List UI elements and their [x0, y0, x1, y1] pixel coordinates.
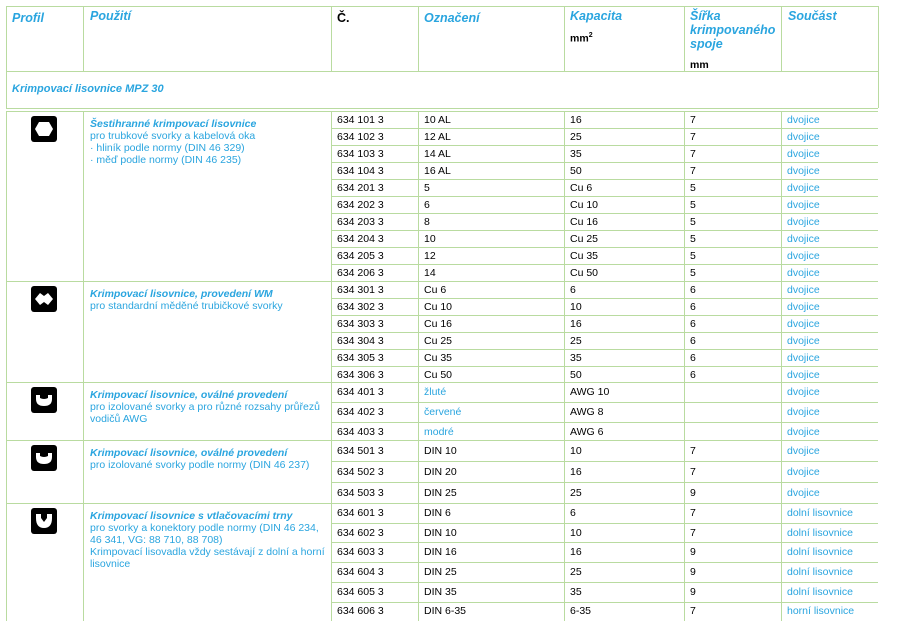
grid-line: [564, 382, 565, 440]
grid-line: [83, 382, 84, 440]
table-cell-oznaceni: 14: [424, 266, 436, 279]
table-cell-kapacita: 35: [570, 585, 582, 598]
section-title: Krimpovací lisovnice MPZ 30: [12, 83, 164, 95]
grid-line: [83, 281, 84, 382]
table-cell-soucast: dvojice: [787, 486, 820, 499]
grid-line: [684, 6, 685, 71]
table-cell-kapacita: 25: [570, 486, 582, 499]
table-cell-oznaceni: DIN 25: [424, 486, 457, 499]
table-cell-sirka: 9: [690, 546, 696, 559]
table-cell-sirka: 5: [690, 249, 696, 262]
table-cell-cislo: 634 202 3: [337, 198, 384, 211]
table-cell-cislo: 634 306 3: [337, 368, 384, 381]
group-title: Krimpovací lisovnice, oválné provedení: [90, 389, 288, 401]
table-cell-sirka: 6: [690, 283, 696, 296]
table-cell-oznaceni: žluté: [424, 386, 447, 398]
grid-line: [6, 382, 331, 383]
table-cell-cislo: 634 303 3: [337, 317, 384, 330]
table-cell-soucast: dvojice: [787, 426, 820, 438]
table-cell-soucast: dvojice: [787, 300, 820, 313]
table-cell-sirka: 9: [690, 486, 696, 499]
grid-line: [331, 523, 878, 524]
grid-line: [878, 71, 879, 108]
table-cell-oznaceni: DIN 20: [424, 465, 457, 478]
grid-line: [6, 71, 7, 108]
table-cell-kapacita: 6-35: [570, 605, 592, 618]
table-cell-cislo: 634 103 3: [337, 147, 384, 160]
table-cell-kapacita: 16: [570, 317, 582, 330]
group-description: pro svorky a konektory podle normy (DIN 46 234, 46 341, VG: 88 710, 88 708): [90, 522, 319, 546]
grid-line: [6, 111, 7, 281]
table-cell-cislo: 634 205 3: [337, 249, 384, 262]
grid-line: [331, 503, 878, 504]
table-cell-oznaceni: 6: [424, 198, 430, 211]
grid-line: [331, 349, 878, 350]
table-cell-oznaceni: červené: [424, 406, 462, 418]
table-cell-cislo: 634 603 3: [337, 546, 384, 559]
table-cell-kapacita: 10: [570, 300, 582, 313]
table-cell-soucast: dvojice: [787, 130, 820, 143]
grid-line: [6, 503, 7, 621]
table-cell-kapacita: 16: [570, 113, 582, 126]
table-cell-oznaceni: Cu 16: [424, 317, 453, 330]
table-cell-soucast: dvojice: [787, 147, 820, 160]
table-cell-kapacita: 10: [570, 444, 582, 457]
table-cell-cislo: 634 305 3: [337, 351, 384, 364]
table-cell-kapacita: 50: [570, 368, 582, 381]
table-cell-soucast: dvojice: [787, 113, 820, 126]
grid-line: [331, 145, 878, 146]
table-cell-soucast: dvojice: [787, 232, 820, 245]
table-cell-cislo: 634 602 3: [337, 526, 384, 539]
table-cell-sirka: 9: [690, 565, 696, 578]
table-cell-soucast: dolní lisovnice: [787, 526, 853, 539]
table-cell-oznaceni: 16 AL: [424, 164, 451, 177]
grid-line: [6, 382, 7, 440]
table-cell-cislo: 634 601 3: [337, 506, 384, 519]
grid-line: [418, 440, 419, 503]
table-cell-soucast: dvojice: [787, 351, 820, 364]
table-cell-oznaceni: 10 AL: [424, 113, 451, 126]
table-cell-sirka: 6: [690, 300, 696, 313]
table-cell-cislo: 634 102 3: [337, 130, 384, 143]
header-kapacita: Kapacita: [570, 9, 623, 23]
grid-line: [331, 542, 878, 543]
grid-line: [331, 315, 878, 316]
table-cell-soucast: horní lisovnice: [787, 605, 855, 618]
table-cell-kapacita: AWG 6: [570, 426, 604, 438]
grid-line: [331, 461, 878, 462]
grid-line: [83, 111, 84, 281]
table-cell-oznaceni: DIN 35: [424, 585, 457, 598]
group-description: Krimpovací lisovadla vždy sestávají z dolní a horní lisovnice: [90, 546, 325, 570]
grid-line: [331, 582, 878, 583]
grid-line: [418, 6, 419, 71]
table-cell-oznaceni: 5: [424, 181, 430, 194]
grid-line: [564, 440, 565, 503]
group-description: pro trubkové svorky a kabelová oka: [90, 130, 256, 142]
group-description: · měď podle normy (DIN 46 235): [90, 154, 242, 166]
grid-line: [781, 382, 782, 440]
table-cell-cislo: 634 502 3: [337, 465, 384, 478]
table-cell-soucast: dvojice: [787, 198, 820, 211]
table-cell-soucast: dvojice: [787, 317, 820, 330]
table-cell-kapacita: 50: [570, 164, 582, 177]
table-cell-soucast: dvojice: [787, 406, 820, 418]
table-cell-kapacita: Cu 6: [570, 181, 593, 194]
table-cell-soucast: dolní lisovnice: [787, 565, 853, 578]
grid-line: [83, 503, 84, 621]
table-cell-oznaceni: DIN 10: [424, 526, 457, 539]
table-cell-oznaceni: 14 AL: [424, 147, 451, 160]
grid-line: [684, 440, 685, 503]
table-cell-sirka: 5: [690, 215, 696, 228]
table-cell-sirka: 7: [690, 465, 696, 478]
table-cell-oznaceni: DIN 10: [424, 444, 457, 457]
table-cell-sirka: 9: [690, 585, 696, 598]
table-cell-cislo: 634 503 3: [337, 486, 384, 499]
grid-line: [781, 6, 782, 71]
group-description: pro izolované svorky a pro různé rozsahy průřezů vodičů AWG: [90, 401, 320, 425]
grid-line: [6, 71, 878, 72]
table-cell-cislo: 634 604 3: [337, 565, 384, 578]
group-description: pro standardní měděné trubičkové svorky: [90, 300, 283, 312]
grid-line: [6, 6, 7, 71]
grid-line: [331, 402, 878, 403]
grid-line: [331, 213, 878, 214]
table-cell-oznaceni: 12: [424, 249, 436, 262]
grid-line: [331, 281, 878, 282]
mandrel-profile-icon: [31, 508, 57, 534]
grid-line: [331, 162, 878, 163]
table-cell-sirka: 7: [690, 526, 696, 539]
header-sirka-unit: mm: [690, 59, 709, 71]
grid-line: [6, 281, 331, 282]
table-cell-sirka: 5: [690, 266, 696, 279]
table-cell-cislo: 634 104 3: [337, 164, 384, 177]
header-oznaceni: Označení: [424, 11, 480, 25]
table-cell-oznaceni: 10: [424, 232, 436, 245]
table-cell-kapacita: AWG 10: [570, 386, 610, 398]
table-cell-oznaceni: DIN 6-35: [424, 605, 467, 618]
grid-line: [331, 440, 878, 441]
grid-line: [878, 6, 879, 71]
grid-line: [6, 503, 331, 504]
group-title: Šestihranné krimpovací lisovnice: [90, 118, 257, 130]
grid-line: [331, 422, 878, 423]
table-cell-oznaceni: modré: [424, 426, 454, 438]
table-cell-oznaceni: DIN 16: [424, 546, 457, 559]
table-cell-soucast: dvojice: [787, 266, 820, 279]
table-cell-oznaceni: 8: [424, 215, 430, 228]
table-cell-cislo: 634 201 3: [337, 181, 384, 194]
table-cell-cislo: 634 605 3: [337, 585, 384, 598]
grid-line: [781, 440, 782, 503]
hexagon-profile-icon: [31, 116, 57, 142]
table-cell-kapacita: 16: [570, 546, 582, 559]
table-cell-sirka: 5: [690, 198, 696, 211]
grid-line: [331, 247, 878, 248]
grid-line: [83, 440, 84, 503]
table-cell-soucast: dvojice: [787, 465, 820, 478]
table-cell-sirka: 6: [690, 351, 696, 364]
group-title: Krimpovací lisovnice s vtlačovacími trny: [90, 510, 293, 522]
table-cell-cislo: 634 304 3: [337, 334, 384, 347]
table-cell-oznaceni: Cu 10: [424, 300, 453, 313]
table-cell-cislo: 634 302 3: [337, 300, 384, 313]
grid-line: [331, 482, 878, 483]
table-cell-soucast: dvojice: [787, 249, 820, 262]
table-cell-soucast: dvojice: [787, 181, 820, 194]
table-cell-oznaceni: Cu 25: [424, 334, 453, 347]
table-cell-kapacita: AWG 8: [570, 406, 604, 418]
grid-line: [331, 332, 878, 333]
table-cell-kapacita: 35: [570, 351, 582, 364]
table-cell-cislo: 634 204 3: [337, 232, 384, 245]
header-profil: Profil: [12, 11, 44, 25]
oval-profile-icon: [31, 445, 57, 471]
table-cell-oznaceni: 12 AL: [424, 130, 451, 143]
grid-line: [331, 366, 878, 367]
grid-line: [6, 281, 7, 382]
table-cell-soucast: dvojice: [787, 386, 820, 398]
group-title: Krimpovací lisovnice, provedení WM: [90, 288, 273, 300]
table-cell-sirka: 6: [690, 334, 696, 347]
grid-line: [6, 440, 7, 503]
table-cell-cislo: 634 401 3: [337, 386, 384, 398]
header-pouziti: Použití: [90, 9, 131, 23]
table-cell-sirka: 7: [690, 113, 696, 126]
table-cell-soucast: dvojice: [787, 334, 820, 347]
table-cell-soucast: dolní lisovnice: [787, 585, 853, 598]
table-cell-soucast: dvojice: [787, 283, 820, 296]
table-cell-soucast: dvojice: [787, 368, 820, 381]
table-cell-kapacita: 25: [570, 130, 582, 143]
table-cell-sirka: 5: [690, 181, 696, 194]
wm-profile-icon: [31, 286, 57, 312]
grid-line: [6, 108, 878, 109]
table-cell-sirka: 7: [690, 164, 696, 177]
group-title: Krimpovací lisovnice, oválné provedení: [90, 447, 288, 459]
table-cell-kapacita: 6: [570, 506, 576, 519]
table-cell-kapacita: Cu 10: [570, 198, 599, 211]
grid-line: [331, 562, 878, 563]
table-cell-cislo: 634 403 3: [337, 426, 384, 438]
table-cell-soucast: dvojice: [787, 215, 820, 228]
grid-line: [331, 440, 332, 503]
table-cell-soucast: dolní lisovnice: [787, 506, 853, 519]
table-cell-soucast: dolní lisovnice: [787, 546, 853, 559]
table-cell-oznaceni: Cu 50: [424, 368, 453, 381]
table-cell-sirka: 7: [690, 605, 696, 618]
table-cell-kapacita: 6: [570, 283, 576, 296]
table-cell-cislo: 634 606 3: [337, 605, 384, 618]
grid-line: [331, 179, 878, 180]
grid-line: [331, 6, 332, 71]
table-cell-soucast: dvojice: [787, 164, 820, 177]
table-cell-cislo: 634 203 3: [337, 215, 384, 228]
grid-line: [6, 440, 331, 441]
table-cell-soucast: dvojice: [787, 444, 820, 457]
grid-line: [331, 128, 878, 129]
grid-line: [331, 111, 878, 112]
table-cell-oznaceni: DIN 6: [424, 506, 451, 519]
grid-line: [331, 382, 878, 383]
table-cell-sirka: 6: [690, 317, 696, 330]
header-sirka: Šířka krimpovaného spoje: [690, 9, 776, 51]
table-cell-cislo: 634 402 3: [337, 406, 384, 418]
table-cell-sirka: 6: [690, 368, 696, 381]
table-cell-kapacita: 25: [570, 334, 582, 347]
table-cell-kapacita: Cu 25: [570, 232, 599, 245]
grid-line: [684, 382, 685, 440]
grid-line: [331, 382, 332, 440]
grid-line: [331, 298, 878, 299]
table-cell-kapacita: Cu 50: [570, 266, 599, 279]
table-cell-cislo: 634 501 3: [337, 444, 384, 457]
table-cell-sirka: 7: [690, 506, 696, 519]
table-cell-oznaceni: Cu 35: [424, 351, 453, 364]
table-cell-kapacita: 16: [570, 465, 582, 478]
table-cell-sirka: 7: [690, 147, 696, 160]
table-cell-cislo: 634 301 3: [337, 283, 384, 296]
grid-line: [331, 230, 878, 231]
table-cell-oznaceni: DIN 25: [424, 565, 457, 578]
header-soucast: Součást: [788, 9, 837, 23]
oval-profile-icon: [31, 387, 57, 413]
table-cell-oznaceni: Cu 6: [424, 283, 447, 296]
grid-line: [331, 196, 878, 197]
grid-line: [331, 264, 878, 265]
group-description: pro izolované svorky podle normy (DIN 46 237): [90, 459, 310, 471]
table-cell-kapacita: Cu 35: [570, 249, 599, 262]
grid-line: [6, 6, 878, 7]
header-kapacita-unit: $mm^2$: [570, 32, 593, 45]
table-cell-cislo: 634 101 3: [337, 113, 384, 126]
grid-line: [418, 382, 419, 440]
table-cell-cislo: 634 206 3: [337, 266, 384, 279]
table-cell-sirka: 5: [690, 232, 696, 245]
table-cell-kapacita: 25: [570, 565, 582, 578]
group-description: · hliník podle normy (DIN 46 329): [90, 142, 245, 154]
table-cell-kapacita: Cu 16: [570, 215, 599, 228]
table-cell-sirka: 7: [690, 444, 696, 457]
table-cell-kapacita: 35: [570, 147, 582, 160]
grid-line: [331, 602, 878, 603]
table-cell-kapacita: 10: [570, 526, 582, 539]
header-cislo: Č.: [337, 11, 350, 25]
grid-line: [564, 6, 565, 71]
grid-line: [6, 111, 331, 112]
grid-line: [83, 6, 84, 71]
table-cell-sirka: 7: [690, 130, 696, 143]
